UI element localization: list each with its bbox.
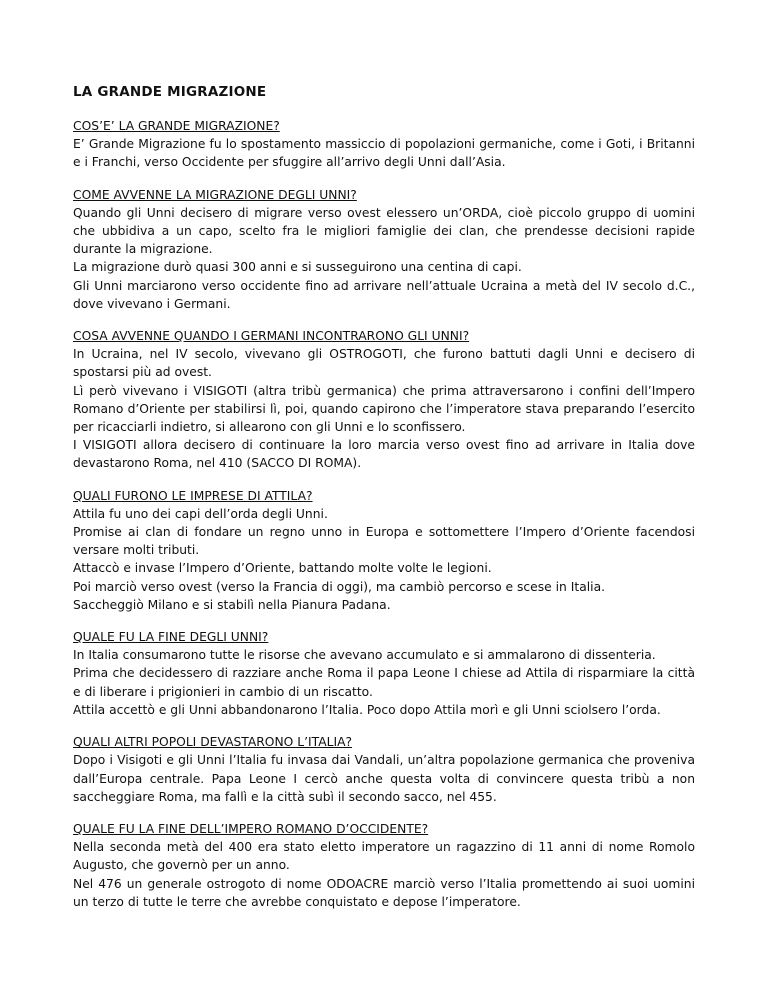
section-heading: QUALI ALTRI POPOLI DEVASTARONO L’ITALIA? xyxy=(73,735,353,750)
section xyxy=(73,117,695,172)
paragraph: I VISIGOTI allora decisero di continuare la loro marcia verso ovest fino ad arrivare in Italia dove devastarono Roma, nel 410 (SACCO DI ROMA). xyxy=(73,438,695,471)
paragraph: E’ Grande Migrazione fu lo spostamento massiccio di popolazioni germaniche, come i Goti, i Britanni e i Franchi, verso Occidente per sfuggire all’arrivo degli Unni dall’Asia. xyxy=(73,137,695,170)
paragraph: Nella seconda metà del 400 era stato eletto imperatore un ragazzino di 11 anni di nome Romolo Augusto, che governò per un anno. xyxy=(73,840,695,873)
section xyxy=(73,628,695,719)
paragraph: Attila fu uno dei capi dell’orda degli Unni. xyxy=(73,506,328,521)
paragraph: Attaccò e invase l’Impero d’Oriente, battando molte volte le legioni. xyxy=(73,561,492,576)
section xyxy=(73,186,695,313)
paragraph: Attila accettò e gli Unni abbandonarono l’Italia. Poco dopo Attila morì e gli Unni sciolsero l’orda. xyxy=(73,702,661,717)
paragraph: Dopo i Visigoti e gli Unni l’Italia fu invasa dai Vandali, un’altra popolazione germanica che proveniva dall’Europa centrale. Papa Leone I cercò anche questa volta di convincere questa tribù a non saccheggiare Roma, ma fallì e la città subì il secondo sacco, nel 455. xyxy=(73,753,695,804)
paragraph: Prima che decidessero di razziare anche Roma il papa Leone I chiese ad Attila di risparmiare la città e di liberare i prigionieri in cambio di un riscatto. xyxy=(73,666,695,699)
section xyxy=(73,733,695,806)
sections-container xyxy=(73,117,695,911)
section xyxy=(73,820,695,911)
paragraph: Quando gli Unni decisero di migrare verso ovest elessero un’ORDA, cioè piccolo gruppo di uomini che ubbidiva a un capo, scelto fra le migliori famiglie dei clan, che prendesse decisioni rapide durante la migrazione. xyxy=(73,205,695,257)
paragraph: La migrazione durò quasi 300 anni e si susseguirono una centina di capi. xyxy=(73,260,522,275)
paragraph: Poi marciò verso ovest (verso la Francia di oggi), ma cambiò percorso e scese in Italia. xyxy=(73,579,606,594)
section-heading: QUALI FURONO LE IMPRESE DI ATTILA? xyxy=(73,488,313,503)
section-heading: QUALE FU LA FINE DELL’IMPERO ROMANO D’OCCIDENTE? xyxy=(73,821,429,836)
section-heading: COS’E’ LA GRANDE MIGRAZIONE? xyxy=(73,119,280,133)
document-title: LA GRANDE MIGRAZIONE xyxy=(73,84,267,100)
section-heading: COSA AVVENNE QUANDO I GERMANI INCONTRARONO GLI UNNI? xyxy=(73,329,470,344)
paragraph: Promise ai clan di fondare un regno unno in Europa e sottomettere l’Impero d’Oriente facendosi versare molti tributi. xyxy=(73,525,695,558)
paragraph: Lì però vivevano i VISIGOTI (altra tribù germanica) che prima attraversarono i confini dell’Impero Romano d’Oriente per stabilirsi lì, poi, quando capirono che l’imperatore stava preparando l’esercito per ricacciarli indietro, si allearono con gli Unni e lo sconfissero. xyxy=(73,383,695,435)
paragraph: Saccheggiò Milano e si stabilì nella Pianura Padana. xyxy=(73,597,391,612)
paragraph: In Ucraina, nel IV secolo, vivevano gli OSTROGOTI, che furono battuti dagli Unni e decisero di spostarsi più ad ovest. xyxy=(73,347,695,380)
paragraph: Nel 476 un generale ostrogoto di nome ODOACRE marciò verso l’Italia promettendo ai suoi uomini un terzo di tutte le terre che avrebbe conquistato e depose l’imperatore. xyxy=(73,876,695,909)
section xyxy=(73,327,695,473)
section xyxy=(73,487,695,614)
paragraph: Gli Unni marciarono verso occidente fino ad arrivare nell’attuale Ucraina a metà del IV secolo d.C., dove vivevano i Germani. xyxy=(73,278,695,311)
section-heading: COME AVVENNE LA MIGRAZIONE DEGLI UNNI? xyxy=(73,187,357,202)
section-heading: QUALE FU LA FINE DEGLI UNNI? xyxy=(73,630,269,645)
document-page xyxy=(73,82,695,925)
paragraph: In Italia consumarono tutte le risorse che avevano accumulato e si ammalarono di dissenteria. xyxy=(73,648,656,663)
